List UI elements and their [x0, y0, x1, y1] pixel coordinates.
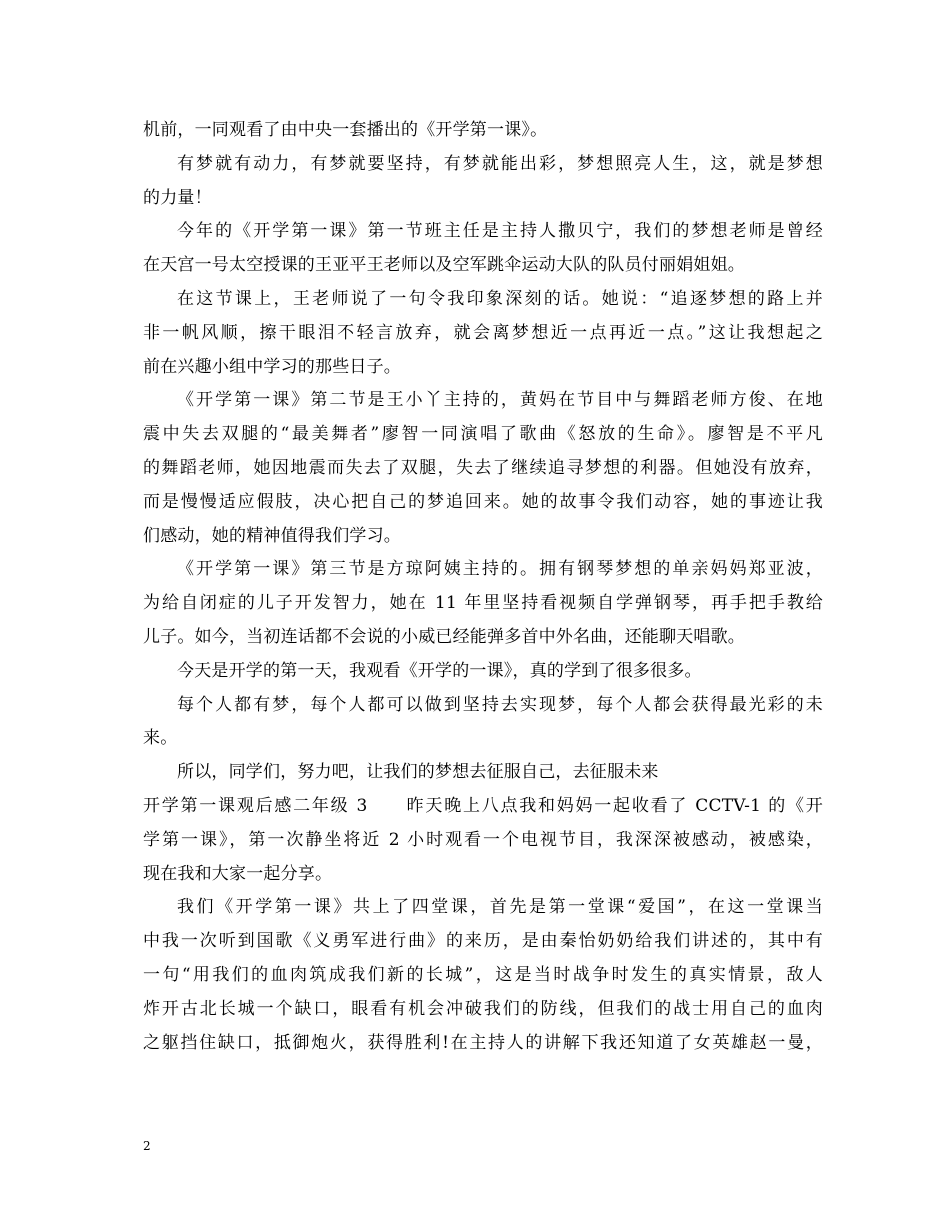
- text-line: 们感动，她的精神值得我们学习。: [143, 525, 401, 546]
- text-line: 震中失去双腿的“最美舞者”廖智一同演唱了歌曲《怒放的生命》。廖智是不平凡: [143, 424, 823, 445]
- text-line: 今年的《开学第一课》第一节班主任是主持人撒贝宁，我们的梦想老师是曾经: [177, 221, 823, 242]
- text-line: 今天是开学的第一天，我观看《开学的一课》，真的学到了很多很多。: [177, 660, 702, 681]
- text-line: 所以，同学们，努力吧，让我们的梦想去征服自己，去征服未来: [177, 762, 659, 783]
- body-text: [143, 114, 823, 1060]
- text-line: 为给自闭症的儿子开发智力，她在 11 年里坚持看视频自学弹钢琴，再手把手教给: [143, 593, 823, 614]
- text-line: 非一帆风顺，擦干眼泪不轻言放弃，就会离梦想近一点再近一点。”这让我想起之: [143, 322, 823, 343]
- text-line: 在天宫一号太空授课的王亚平王老师以及空军跳伞运动大队的队员付丽娟姐姐。: [143, 255, 745, 276]
- text-line: 儿子。如今，当初连话都不会说的小威已经能弹多首中外名曲，还能聊天唱歌。: [143, 626, 745, 647]
- text-line: 一句“用我们的血肉筑成我们新的长城”，这是当时战争时发生的真实情景，敌人: [143, 964, 823, 985]
- text-line: 现在我和大家一起分享。: [143, 863, 333, 884]
- text-line: 在这节课上，王老师说了一句令我印象深刻的话。她说：“追逐梦想的路上并: [177, 288, 823, 309]
- text-line: 而是慢慢适应假肢，决心把自己的梦追回来。她的故事令我们动容，她的事迹让我: [143, 491, 823, 512]
- text-line: 开学第一课观后感二年级 3 昨天晚上八点我和妈妈一起收看了 CCTV-1 的《开: [143, 795, 823, 816]
- text-line: 炸开古北长城一个缺口，眼看有机会冲破我们的防线，但我们的战士用自己的血肉: [143, 998, 823, 1019]
- page-number: 2: [143, 1139, 151, 1153]
- text-line: 有梦就有动力，有梦就要坚持，有梦就能出彩，梦想照亮人生，这，就是梦想: [177, 153, 823, 174]
- text-line: 《开学第一课》第三节是方琼阿姨主持的。拥有钢琴梦想的单亲妈妈郑亚波，: [177, 559, 823, 580]
- text-line: 我们《开学第一课》共上了四堂课，首先是第一堂课“爱国”，在这一堂课当: [177, 897, 823, 918]
- text-line: 每个人都有梦，每个人都可以做到坚持去实现梦，每个人都会获得最光彩的未: [177, 694, 823, 715]
- text-line: 《开学第一课》第二节是王小丫主持的，黄妈在节目中与舞蹈老师方俊、在地: [177, 390, 823, 411]
- text-line: 来。: [143, 728, 178, 749]
- text-line: 的舞蹈老师，她因地震而失去了双腿，失去了继续追寻梦想的利器。但她没有放弃，: [143, 457, 823, 478]
- text-line: 前在兴趣小组中学习的那些日子。: [143, 356, 401, 377]
- text-line: 机前，一同观看了由中央一套播出的《开学第一课》。: [143, 120, 548, 140]
- text-line: 的力量！: [143, 187, 212, 208]
- text-line: 之躯挡住缺口，抵御炮火，获得胜利!在主持人的讲解下我还知道了女英雄赵一曼，: [143, 1032, 823, 1053]
- text-line: 学第一课》，第一次静坐将近 2 小时观看一个电视节目，我深深被感动，被感染，: [143, 829, 823, 850]
- text-line: 中我一次听到国歌《义勇军进行曲》的来历，是由秦怡奶奶给我们讲述的，其中有: [143, 931, 823, 952]
